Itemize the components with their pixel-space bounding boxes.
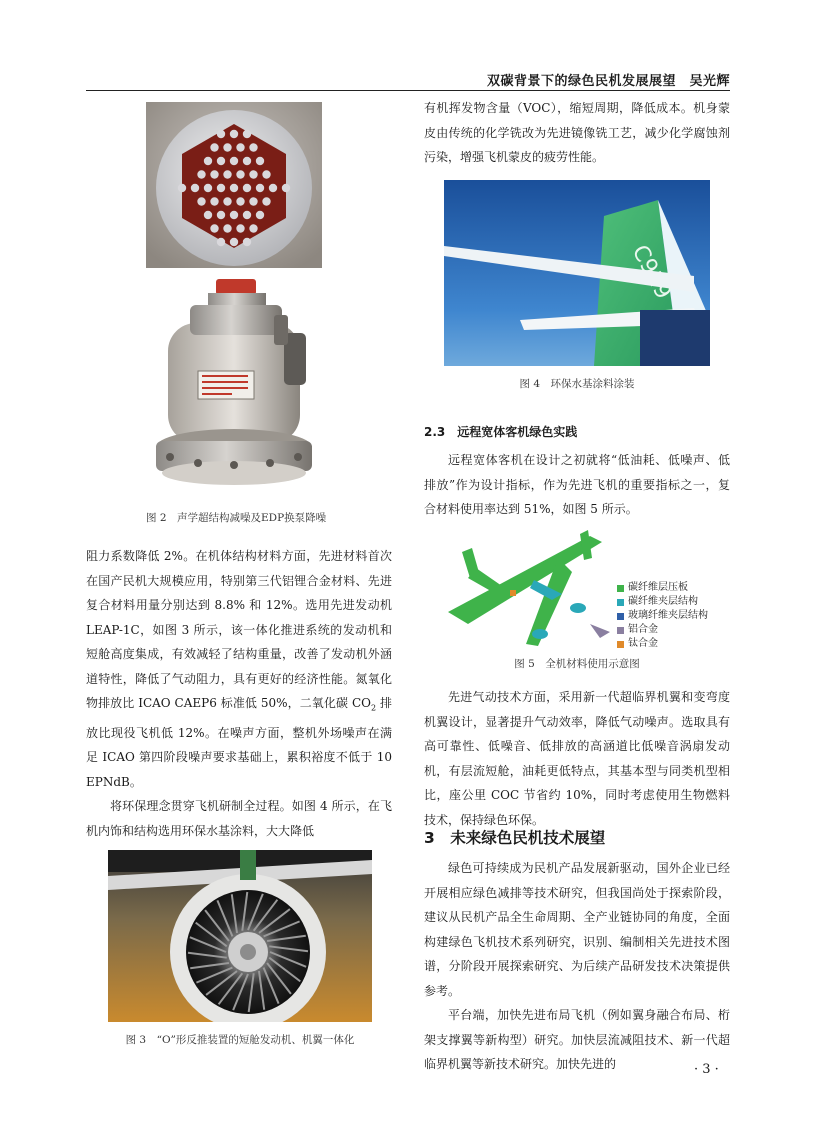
panel-hole (217, 238, 225, 246)
panel-hole (217, 211, 225, 219)
page-number: · 3 · (694, 1062, 719, 1077)
left-column-text (86, 544, 392, 843)
legend-item: 钛合金 (617, 637, 708, 651)
panel-hole (236, 224, 244, 232)
panel-hole (243, 211, 251, 219)
panel-hole (210, 170, 218, 178)
panel-hole (230, 157, 238, 165)
panel-hole (249, 170, 257, 178)
legend-swatch (617, 627, 624, 634)
panel-hole (178, 184, 186, 192)
panel-hole (204, 211, 212, 219)
panel-hole (191, 184, 199, 192)
header-text: 双碳背景下的绿色民机发展展望 吴光辉 (486, 74, 730, 89)
panel-hole (256, 157, 264, 165)
paragraph: 远程宽体客机在设计之初就将“低油耗、低噪声、低排放”作为设计指标，作为先进飞机的重要指标之一，复合材料使用率达到 51%，如图 5 所示。 (424, 453, 730, 516)
paragraph: 有机挥发物含量（VOC），缩短周期，降低成本。机身蒙皮由传统的化学铣改为先进镜像铣工艺，减少化学腐蚀剂污染，增强飞机蒙皮的疲劳性能。 (424, 101, 730, 164)
section-heading-2-3: 2.3 远程宽体客机绿色实践 (424, 425, 578, 439)
panel-hole (243, 184, 251, 192)
acoustic-panel-image (146, 102, 322, 268)
panel-hole (230, 184, 238, 192)
panel-hole (230, 238, 238, 246)
panel-hole (262, 170, 270, 178)
panel-hole (217, 184, 225, 192)
panel-hole (256, 211, 264, 219)
panel-hole (243, 238, 251, 246)
figure-5-caption: 图 5 全机材料使用示意图 (514, 658, 640, 670)
paragraph: 先进气动技术方面，采用新一代超临界机翼和变弯度机翼设计，显著提升气动效率，降低气动噪声。选取具有高可靠性、低噪音、低排放的高涵道比低噪音涡扇发动机，有层流短舱，油耗更低特点，其基本型与同类机型相比，座公里 COC 节省约 10%，同时考虑使用生物燃料技术，保持绿色环保。 (424, 690, 730, 827)
panel-hole (236, 170, 244, 178)
right-column-top-text (424, 96, 730, 170)
running-header (86, 66, 730, 89)
section-heading-3: 3 未来绿色民机技术展望 (424, 829, 606, 847)
panel-hole (249, 197, 257, 205)
panel-hole (230, 130, 238, 138)
panel-hole (262, 197, 270, 205)
panel-hole (217, 130, 225, 138)
figure-3-caption: 图 3 “O”形反推装置的短舱发动机、机翼一体化 (125, 1034, 355, 1046)
legend-swatch (617, 613, 624, 620)
panel-hole (210, 197, 218, 205)
legend-swatch (617, 585, 624, 592)
legend-item: 碳纤维夹层结构 (617, 595, 708, 609)
panel-hole (249, 143, 257, 151)
panel-hole (236, 197, 244, 205)
legend-swatch (617, 599, 624, 606)
panel-hole (217, 157, 225, 165)
edp-pump-image (146, 275, 322, 497)
paragraph: 将环保理念贯穿飞机研制全过程。如图 4 所示，在飞机内饰和结构选用环保水基涂料，大大降低 (86, 799, 392, 838)
legend-item: 玻璃纤维夹层结构 (617, 609, 708, 623)
panel-hole (256, 184, 264, 192)
panel-hole (197, 197, 205, 205)
panel-hole (243, 130, 251, 138)
legend-item: 铝合金 (617, 623, 708, 637)
panel-hole (223, 197, 231, 205)
panel-hole (223, 224, 231, 232)
right-column-mid-text (424, 448, 730, 522)
paragraph: 阻力系数降低 2%。在机体结构材料方面，先进材料首次在国产民机大规模应用，特别第三代铝锂合金材料、先进复合材料用量分别达到 8.8% 和 12%。选用先进发动机 LEAP-1C，如图 3 所示，该一体化推进系统的发动机和短舱高度集成，有效减轻了结构重量，改善了发动机外涵道特性，降低了气动阻力，具有更好的经济性能。氮氧化物排放比 ICAO CAEP6 标准低 50%，二氧化碳 $CO_2$ 排放比现役飞机低 12%。在噪声方面，整机外场噪声在满足 ICAO 第四阶段噪声要求基础上，累积裕度不低于 10EPNdB。 (86, 549, 392, 789)
legend-item: 碳纤维层压板 (617, 581, 708, 595)
right-column-bottom-text (424, 856, 730, 1077)
right-column-lower-text (424, 685, 730, 832)
paragraph: 平台端，加快先进布局飞机（例如翼身融合布局、桁架支撑翼等新构型）研究。加快层流减阻技术、新一代超临界机翼等新技术研究。加快先进的 (424, 1008, 730, 1071)
panel-hole (236, 143, 244, 151)
paragraph: 绿色可持续成为民机产品发展新驱动，国外企业已经开展相应绿色减排等技术研究，但我国尚处于探索阶段，建议从民机产品全生命周期、全产业链协同的角度，全面构建绿色飞机技术系列研究，识别、编制相关先进技术图谱，分阶段开展探索研究、为后续产品研发技术决策提供参考。 (424, 861, 730, 998)
panel-hole (210, 224, 218, 232)
panel-hole (223, 143, 231, 151)
panel-hole (210, 143, 218, 151)
panel-hole (282, 184, 290, 192)
panel-hole (204, 184, 212, 192)
panel-hole (197, 170, 205, 178)
figure-2-caption: 图 2 声学超结构减噪及EDP换泵降噪 (146, 512, 327, 524)
header-rule (86, 90, 730, 91)
aircraft-materials-diagram (440, 528, 616, 650)
engine-nacelle-image (108, 850, 372, 1022)
panel-hole (223, 170, 231, 178)
panel-hole (269, 184, 277, 192)
panel-hole (243, 157, 251, 165)
legend-swatch (617, 641, 624, 648)
panel-hole (249, 224, 257, 232)
c919-tail-image (444, 180, 710, 366)
figure-4-caption: 图 4 环保水基涂料涂装 (519, 378, 635, 390)
panel-hole (230, 211, 238, 219)
panel-hole (204, 157, 212, 165)
materials-legend (617, 581, 708, 651)
